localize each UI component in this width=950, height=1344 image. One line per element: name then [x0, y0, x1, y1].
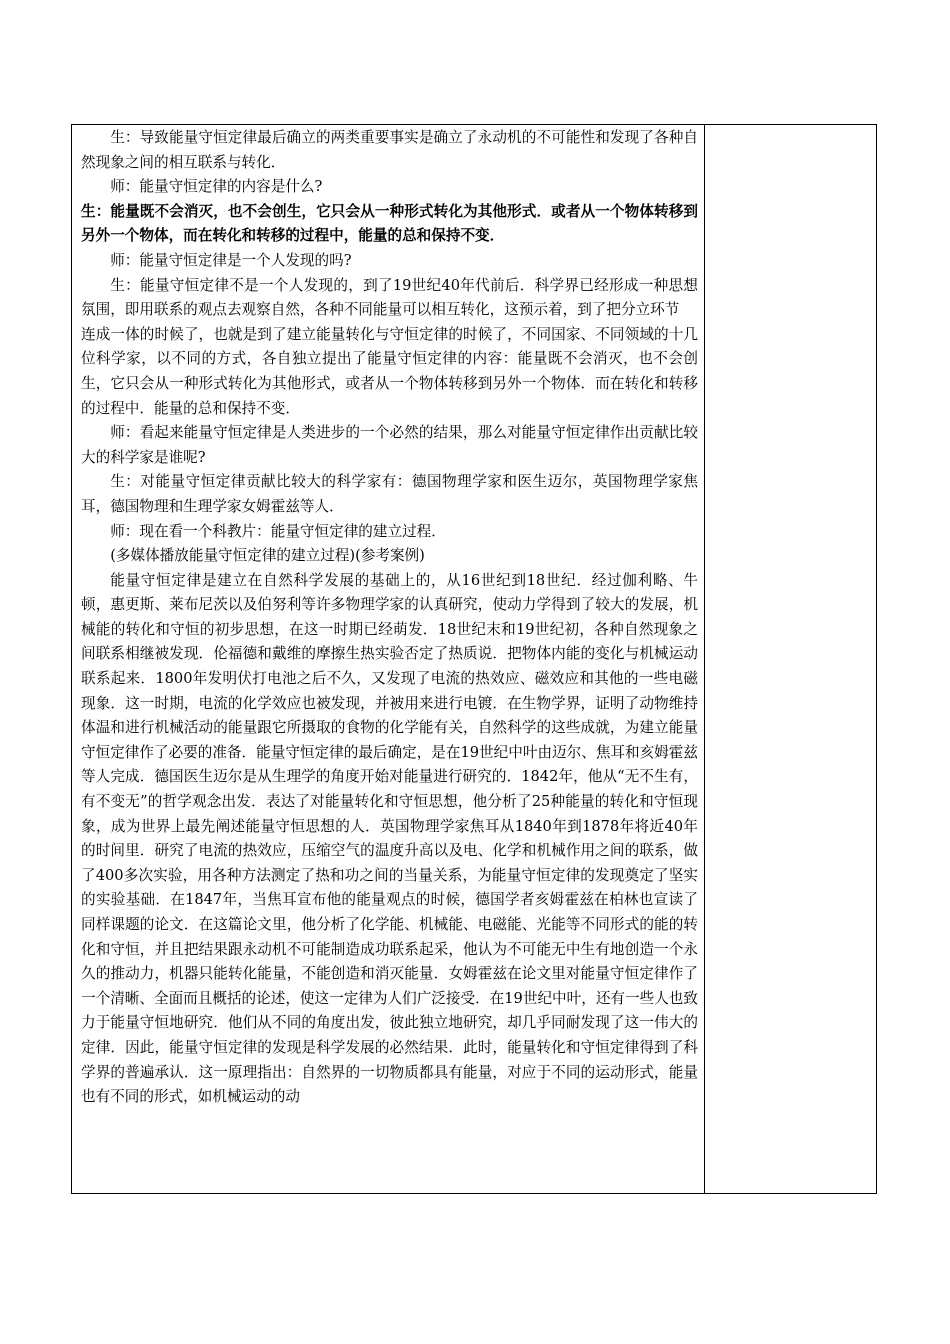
paragraph: (多媒体播放能量守恒定律的建立过程)(参考案例) [110, 547, 425, 565]
paragraph-bold: 生：能量既不会消灭，也不会创生，它只会从一种形式转化为其他形式．或者从一个物体转移到另外一个物体，而在转化和转移的过程中，能量的总和保持不变． [81, 202, 698, 245]
paragraph: 能量守恒定律是建立在自然科学发展的基础上的，从16世纪到18世纪．经过伽利略、牛顿，惠更斯、莱布尼茨以及伯努利等许多物理学家的认真研究，使动力学得到了较大的发展，机械能的转化和守恒的初步思想，在这一时期已经萌发．18世纪末和19世纪初，各种自然现象之间联系相继被发现．伦福德和戴维的摩擦生热实验否定了热质说．把物体内能的变化与机械运动联系起来．1800年发明伏打电池之后不久，又发现了电流的热效应、磁效应和其他的一些电磁现象．这一时期，电流的化学效应也被发现，并被用来进行电镀．在生物学界，证明了动物维持体温和进行机械活动的能量跟它所摄取的食物的化学能有关，自然科学的这些成就，为建立能量守恒定律作了必要的准备．能量守恒定律的最后确定，是在19世纪中叶由迈尔、焦耳和亥姆霍兹等人完成．德国医生迈尔是从生理学的角度开始对能量进行研究的．1842年，他从“无不生有，有不变无”的哲学观念出发．表达了对能量转化和守恒思想，他分析了25种能量的转化和守恒现象，成为世界上最先阐述能量守恒思想的人．英国物理学家焦耳从1840年到1878年将近40年的时间里．研究了电流的热效应，压缩空气的温度升高以及电、化学和机械作用之间的联系，做了400多次实验，用各种方法测定了热和功之间的当量关系，为能量守恒定律的发现奠定了坚实的实验基础．在1847年，当焦耳宣布他的能量观点的时候，德国学者亥姆霍兹在柏林也宣读了同样课题的论文．在这篇论文里，他分析了化学能、机械能、电磁能、光能等不同形式的能的转化和守恒，并且把结果跟永动机不可能制造成功联系起采，他认为不可能无中生有地创造一个永久的推动力，机器只能转化能量，不能创造和消灭能量．女姆霍兹在论文里对能量守恒定律作了一个清晰、全面而且概括的论述，使这一定律为人们广泛接受．在19世纪中叶，还有一些人也致力于能量守恒地研究．他们从不同的角度出发，彼此独立地研究，却几乎同耐发现了这一伟大的定律．因此，能量守恒定律的发现是科学发展的必然结果．此时，能量转化和守恒定律得到了科学界的普遍承认．这一原理指出：自然界的一切物质都具有能量，对应于不同的运动形式，能量也有不同的形式，如机械运动的动 [81, 571, 698, 1106]
lesson-content-cell [72, 125, 705, 1193]
lesson-table [71, 124, 877, 1194]
notes-cell [705, 125, 876, 1193]
paragraph: 生：导致能量守恒定律最后确立的两类重要事实是确立了永动机的不可能性和发现了各种自然现象之间的相互联系与转化． [81, 129, 698, 171]
paragraph: 师：现在看一个科教片：能量守恒定律的建立过程． [110, 522, 446, 540]
paragraph: 师：能量守恒定律是一个人发现的吗? [110, 251, 352, 269]
paragraph: 生：能量守恒定律不是一个人发现的，到了19世纪40年代前后．科学界已经形成一种思想氛围，即用联系的观点去观察自然，各种不同能量可以相互转化，这预示着，到了把分立环节 [81, 276, 698, 319]
paragraph: 连成一体的时候了，也就是到了建立能量转化与守恒定律的时候了，不同国家、不同领域的十几位科学家，以不同的方式，各自独立提出了能量守恒定律的内容：能量既不会消灭，也不会创生，它只会从一种形式转化为其他形式，或者从一个物体转移到另外一个物体．而在转化和转移的过程中．能量的总和保持不变． [81, 325, 698, 417]
paragraph: 师：看起来能量守恒定律是人类进步的一个必然的结果，那么对能量守恒定律作出贡献比较大的科学家是谁呢? [81, 424, 698, 466]
paragraph: 生：对能量守恒定律贡献比较大的科学家有：德国物理学家和医生迈尔，英国物理学家焦耳，德国物理和生理学家女姆霍兹等人． [81, 473, 698, 515]
paragraph: 师：能量守恒定律的内容是什么? [110, 178, 323, 196]
